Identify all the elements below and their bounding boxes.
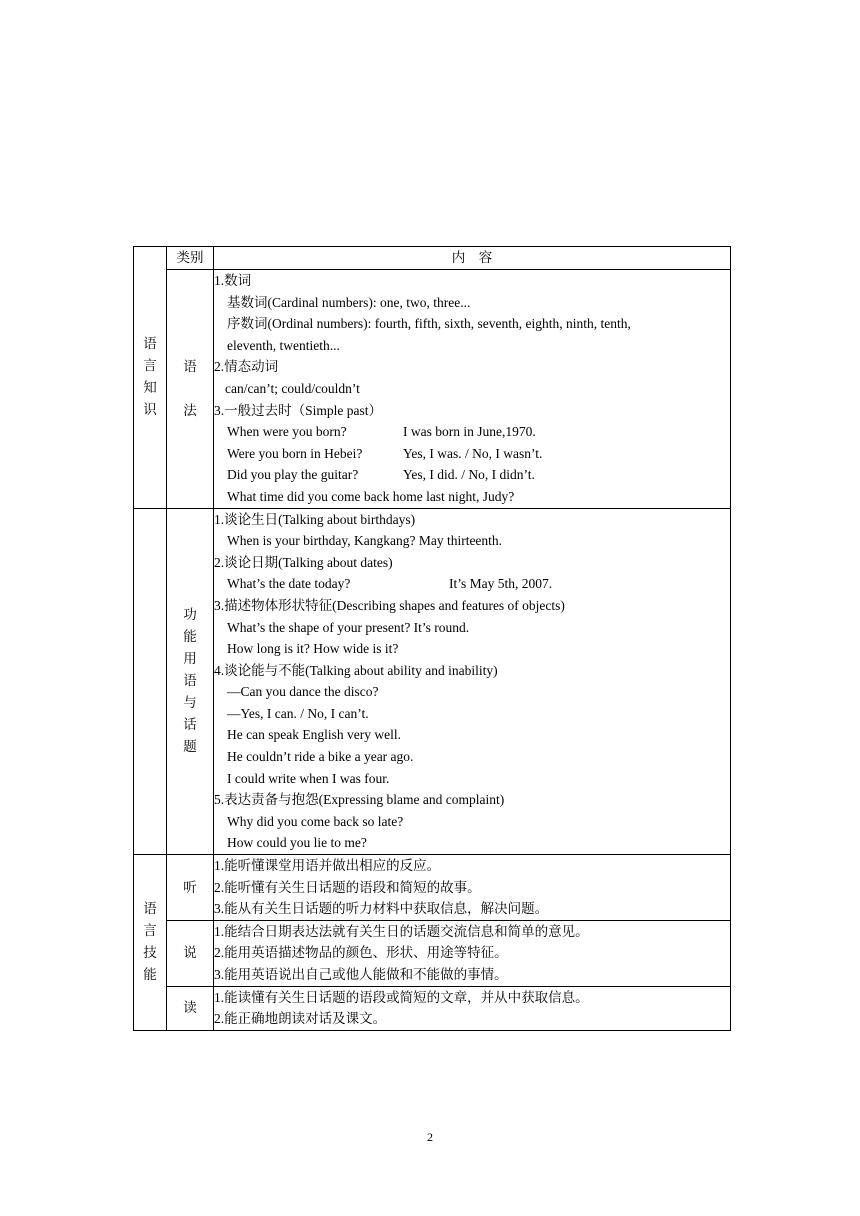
content-line: 2.谈论日期(Talking about dates) — [214, 554, 393, 570]
question-text: What’s the date today? — [227, 576, 351, 592]
content-line: 基数词(Cardinal numbers): one, two, three... — [227, 294, 471, 310]
content-line: 序数词(Ordinal numbers): fourth, fifth, sixth, seventh, eighth, ninth, tenth, — [227, 316, 631, 332]
content-line: 2.情态动词 — [214, 359, 279, 375]
reading-content — [214, 986, 731, 1030]
content-line: How could you lie to me? — [227, 835, 367, 851]
table-header-row — [134, 247, 731, 270]
category-label-functions: 功能用语与话题 — [183, 607, 197, 755]
section-language-knowledge — [134, 247, 167, 509]
content-line: 1.能听懂课堂用语并做出相应的反应。 — [214, 858, 441, 874]
content-line: can/can’t; could/couldn’t — [225, 380, 360, 396]
section-label-language-knowledge: 语言知识 — [143, 336, 157, 418]
functions-content — [214, 508, 731, 855]
header-category: 类别 — [167, 247, 214, 270]
qa-line — [214, 464, 730, 486]
answer-text: Yes, I was. / No, I wasn’t. — [403, 445, 543, 461]
header-content: 内 容 — [214, 247, 731, 270]
answer-text: It’s May 5th, 2007. — [449, 576, 553, 592]
content-line: He can speak English very well. — [227, 727, 401, 743]
content-line: What’s the shape of your present? It’s round. — [227, 619, 470, 635]
question-text: Were you born in Hebei? — [227, 445, 363, 461]
content-line: 1.能读懂有关生日话题的语段或简短的文章，并从中获取信息。 — [214, 989, 589, 1005]
content-line: When is your birthday, Kangkang? May thirteenth. — [227, 533, 503, 549]
section-label-language-skills: 语言技能 — [143, 901, 157, 983]
content-line: —Can you dance the disco? — [227, 684, 379, 700]
category-grammar — [167, 270, 214, 509]
content-line: 4.谈论能与不能(Talking about ability and inability) — [214, 662, 498, 678]
answer-text: I was born in June,1970. — [403, 424, 536, 440]
answer-text: Yes, I did. / No, I didn’t. — [403, 467, 535, 483]
qa-line — [214, 443, 730, 465]
content-line: He couldn’t ride a bike a year ago. — [227, 749, 414, 765]
content-line: eleventh, twentieth... — [227, 337, 340, 353]
content-line: 1.数词 — [214, 273, 252, 288]
content-line: 3.能从有关生日话题的听力材料中获取信息，解决问题。 — [214, 901, 549, 917]
content-line: 5.表达责备与抱怨(Expressing blame and complaint) — [214, 792, 505, 808]
content-line: I could write when I was four. — [227, 770, 390, 786]
grammar-row — [134, 270, 731, 509]
content-line: Why did you come back so late? — [227, 813, 404, 829]
category-speaking: 说 — [167, 920, 214, 986]
listening-content — [214, 855, 731, 921]
category-label-grammar: 语法 — [183, 358, 197, 418]
section-language-skills — [134, 855, 167, 1031]
content-line: 2.能听懂有关生日话题的语段和简短的故事。 — [214, 879, 481, 895]
content-line: What time did you come back home last night, Judy? — [227, 488, 515, 504]
qa-line — [214, 573, 730, 595]
content-line: 1.谈论生日(Talking about birthdays) — [214, 511, 416, 527]
content-line: How long is it? How wide is it? — [227, 641, 399, 657]
syllabus-table — [133, 246, 731, 1031]
question-text: When were you born? — [227, 424, 347, 440]
content-line: 3.一般过去时（Simple past） — [214, 402, 382, 418]
category-reading: 读 — [167, 986, 214, 1030]
content-line: 3.能用英语说出自己或他人能做和不能做的事情。 — [214, 967, 508, 982]
section-blank — [134, 508, 167, 855]
qa-line — [214, 421, 730, 443]
content-line: 1.能结合日期表达法就有关生日的话题交流信息和简单的意见。 — [214, 923, 589, 939]
content-line: 2.能正确地朗读对话及课文。 — [214, 1011, 387, 1027]
category-functions — [167, 508, 214, 855]
content-line: 2.能用英语描述物品的颜色、形状、用途等特征。 — [214, 945, 508, 961]
category-listening: 听 — [167, 855, 214, 921]
speaking-row — [134, 920, 731, 986]
speaking-content — [214, 920, 731, 986]
content-line: 3.描述物体形状特征(Describing shapes and features of objects) — [214, 597, 565, 613]
content-line: —Yes, I can. / No, I can’t. — [227, 705, 369, 721]
page-number: 2 — [427, 1130, 433, 1144]
question-text: Did you play the guitar? — [227, 467, 359, 483]
listening-row — [134, 855, 731, 921]
grammar-content — [214, 270, 731, 509]
reading-row — [134, 986, 731, 1030]
functions-row — [134, 508, 731, 855]
